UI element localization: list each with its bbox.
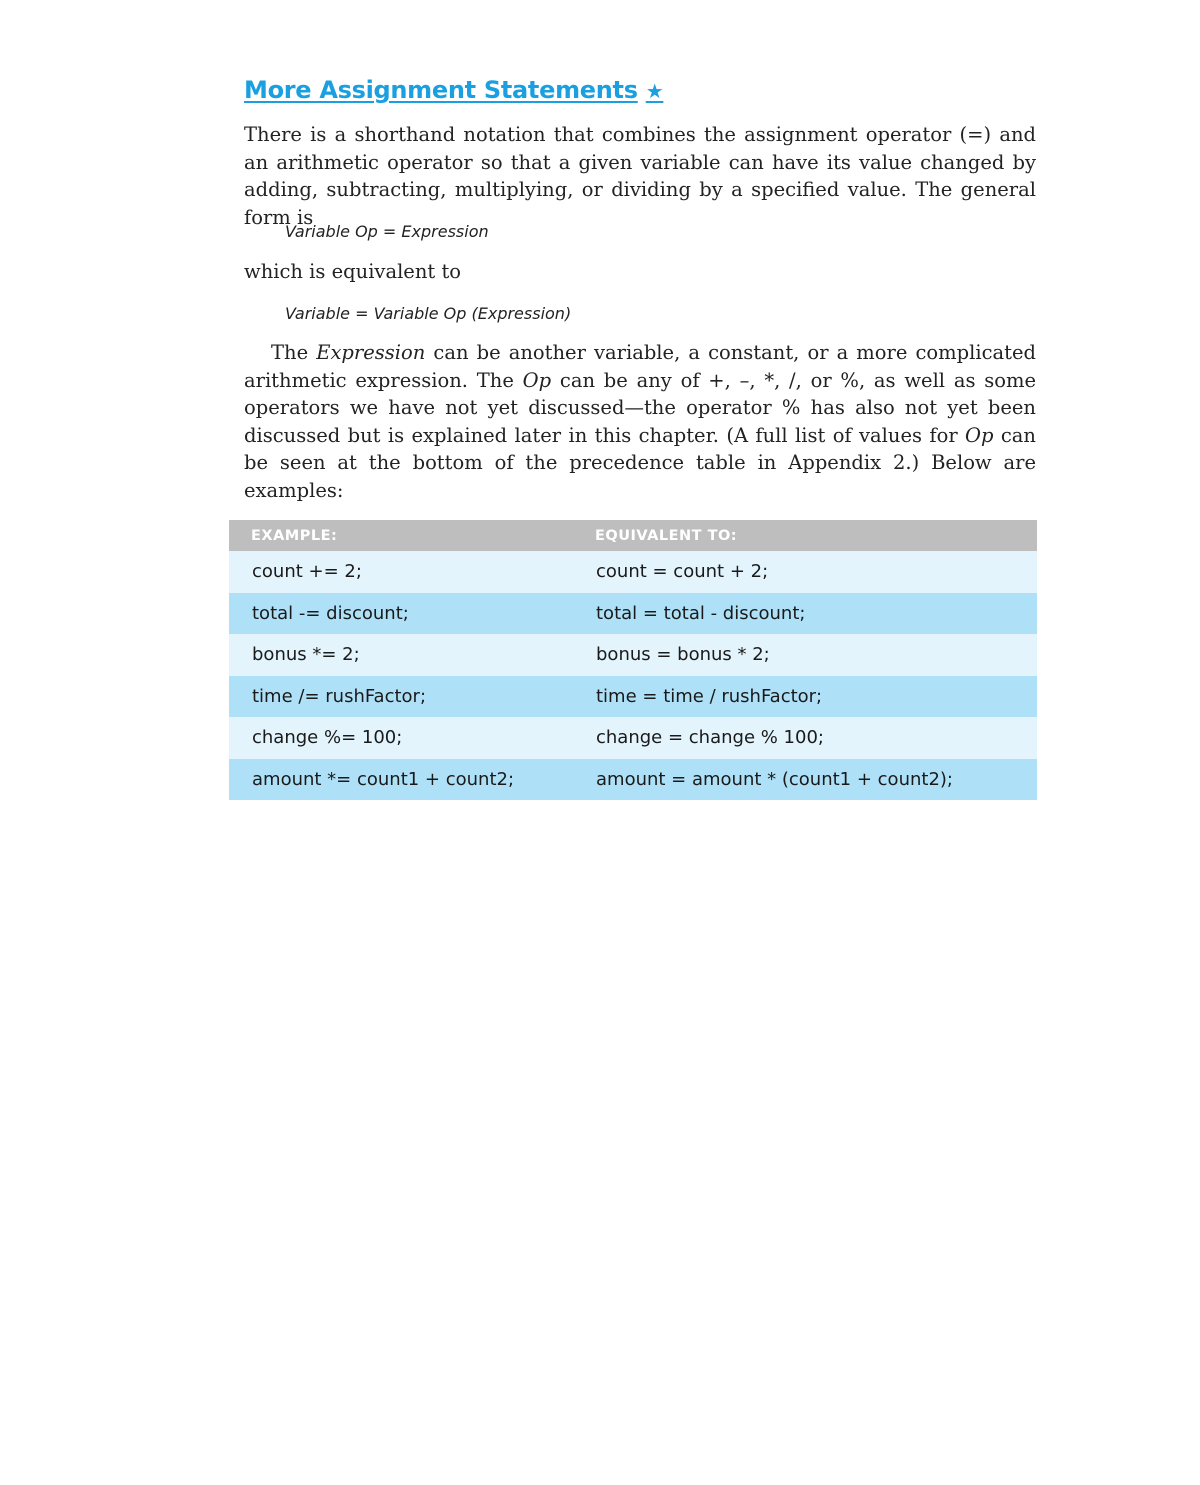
explain-text-4: can be seen at the bottom of the precedence table in Appendix 2.) Below are examples: (244, 423, 1036, 502)
example-cell: total -= discount; (229, 593, 575, 635)
equivalent-cell: total = total - discount; (575, 593, 1037, 635)
table-row (229, 593, 1037, 635)
general-form-line: Variable Op = Expression (285, 222, 489, 241)
header-example: EXAMPLE: (229, 520, 575, 551)
table-row (229, 759, 1037, 801)
equivalent-line: which is equivalent to (244, 260, 462, 283)
example-cell: bonus *= 2; (229, 634, 575, 676)
example-cell: change %= 100; (229, 717, 575, 759)
examples-table (229, 520, 1037, 800)
expression-term: Expression (316, 341, 426, 364)
equivalent-cell: change = change % 100; (575, 717, 1037, 759)
table-header-row (229, 520, 1037, 551)
explain-text-3: can be any of +, –, *, /, or %, as well as some operators we have not yet discussed—the operator % has also not yet been discussed but is explained later in this chapter. (A full list of values for (244, 368, 1037, 447)
explanation-paragraph (244, 339, 1036, 504)
explain-text-2: can be another variable, a constant, or a more complicated arithmetic expression. The (244, 341, 1037, 392)
equivalent-cell: bonus = bonus * 2; (575, 634, 1037, 676)
equivalent-cell: amount = amount * (count1 + count2); (575, 759, 1037, 801)
equivalent-form-line: Variable = Variable Op (Expression) (285, 304, 572, 323)
op-term: Op (522, 368, 552, 392)
equivalent-cell: count = count + 2; (575, 551, 1037, 593)
intro-paragraph: There is a shorthand notation that combines the assignment operator (=) and an arithmetic operator so that a given variable can have its value changed by adding, subtracting, multiplying, or dividing by a specified value. The general form is (244, 123, 1036, 229)
example-cell: count += 2; (229, 551, 575, 593)
example-cell: amount *= count1 + count2; (229, 759, 575, 801)
table-row (229, 551, 1037, 593)
equivalent-cell: time = time / rushFactor; (575, 676, 1037, 718)
section-title-text: More Assignment Statements (244, 76, 638, 104)
star-icon: ★ (645, 79, 664, 103)
explain-text-1: The (271, 341, 317, 364)
header-equivalent: EQUIVALENT TO: (575, 520, 1037, 551)
example-cell: time /= rushFactor; (229, 676, 575, 718)
table-row (229, 717, 1037, 759)
section-title (244, 76, 663, 104)
op-term: Op (965, 423, 994, 447)
table-row (229, 634, 1037, 676)
table-row (229, 676, 1037, 718)
